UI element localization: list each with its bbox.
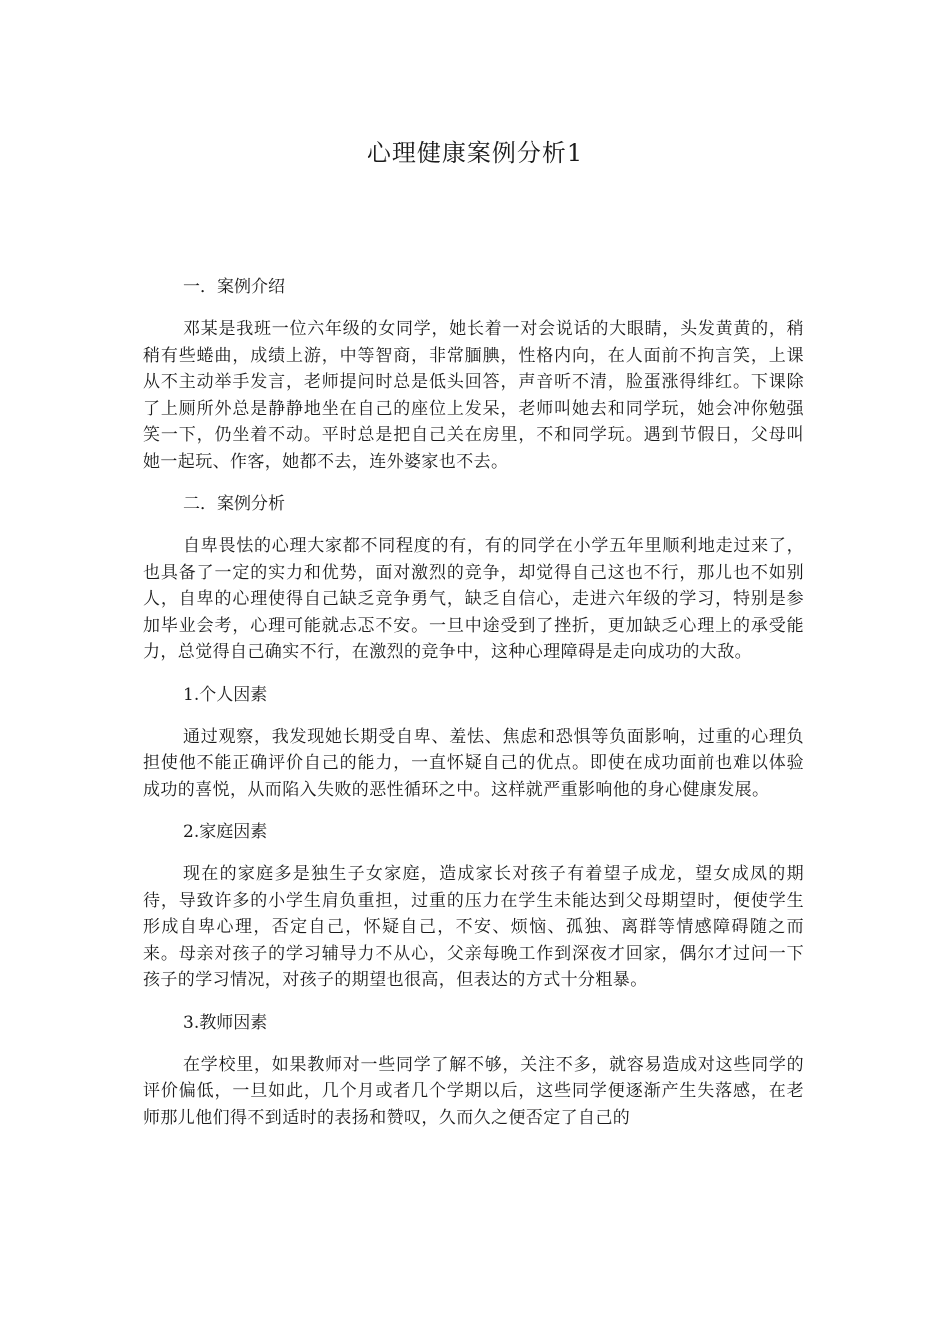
subheading-personal-factors: 1.个人因素: [183, 684, 268, 705]
paragraph-teacher-factors: 在学校里，如果教师对一些同学了解不够，关注不多，就容易造成对这些同学的评价偏低，一旦如此，几个月或者几个学期以后，这些同学便逐渐产生失落感，在老师那儿他们得不到适时的表扬和赞叹，久而久之便否定了自己的: [143, 1054, 804, 1128]
section-heading-case-intro: 一．案例介绍: [183, 277, 285, 297]
paragraph-personal-factors: 通过观察，我发现她长期受自卑、羞怯、焦虑和恐惧等负面影响，过重的心理负担使他不能正确评价自己的能力，一直怀疑自己的优点。即使在成功面前也难以体验成功的喜悦，从而陷入失败的恶性循环之中。这样就严重影响他的身心健康发展。: [143, 726, 804, 800]
section-heading-case-analysis: 二．案例分析: [183, 494, 285, 514]
subheading-family-factors: 2.家庭因素: [183, 822, 268, 842]
subheading-teacher-factors: 3.教师因素: [183, 1012, 268, 1033]
document-body: [143, 272, 804, 1145]
paragraph-case-analysis: 自卑畏怯的心理大家都不同程度的有，有的同学在小学五年里顺利地走过来了，也具备了一定的实力和优势，面对激烈的竞争，却觉得自己这也不行，那儿也不如别人，自卑的心理使得自己缺乏竞争勇气，缺乏自信心，走进六年级的学习，特别是参加毕业会考，心理可能就忐忑不安。一旦中途受到了挫折，更加缺乏心理上的承受能力，总觉得自己确实不行，在激烈的竞争中，这种心理障碍是走向成功的大敌。: [143, 536, 804, 662]
document-title: 心理健康案例分析1: [366, 139, 584, 167]
paragraph-family-factors: 现在的家庭多是独生子女家庭，造成家长对孩子有着望子成龙，望女成凤的期待，导致许多的小学生肩负重担，过重的压力在学生未能达到父母期望时，便使学生形成自卑心理，否定自己，怀疑自己，不安、烦恼、孤独、离群等情感障碍随之而来。母亲对孩子的学习辅导力不从心，父亲每晚工作到深夜才回家，偶尔才过问一下孩子的学习情况，对孩子的期望也很高，但表达的方式十分粗暴。: [143, 864, 804, 990]
paragraph-case-intro: 邓某是我班一位六年级的女同学，她长着一对会说话的大眼睛，头发黄黄的，稍稍有些蜷曲，成绩上游，中等智商，非常腼腆，性格内向，在人面前不拘言笑，上课从不主动举手发言，老师提问时总是低头回答，声音听不清，脸蛋涨得绯红。下课除了上厕所外总是静静地坐在自己的座位上发呆，老师叫她去和同学玩，她会冲你勉强笑一下，仍坐着不动。平时总是把自己关在房里，不和同学玩。遇到节假日，父母叫她一起玩、作客，她都不去，连外婆家也不去。: [143, 319, 804, 472]
